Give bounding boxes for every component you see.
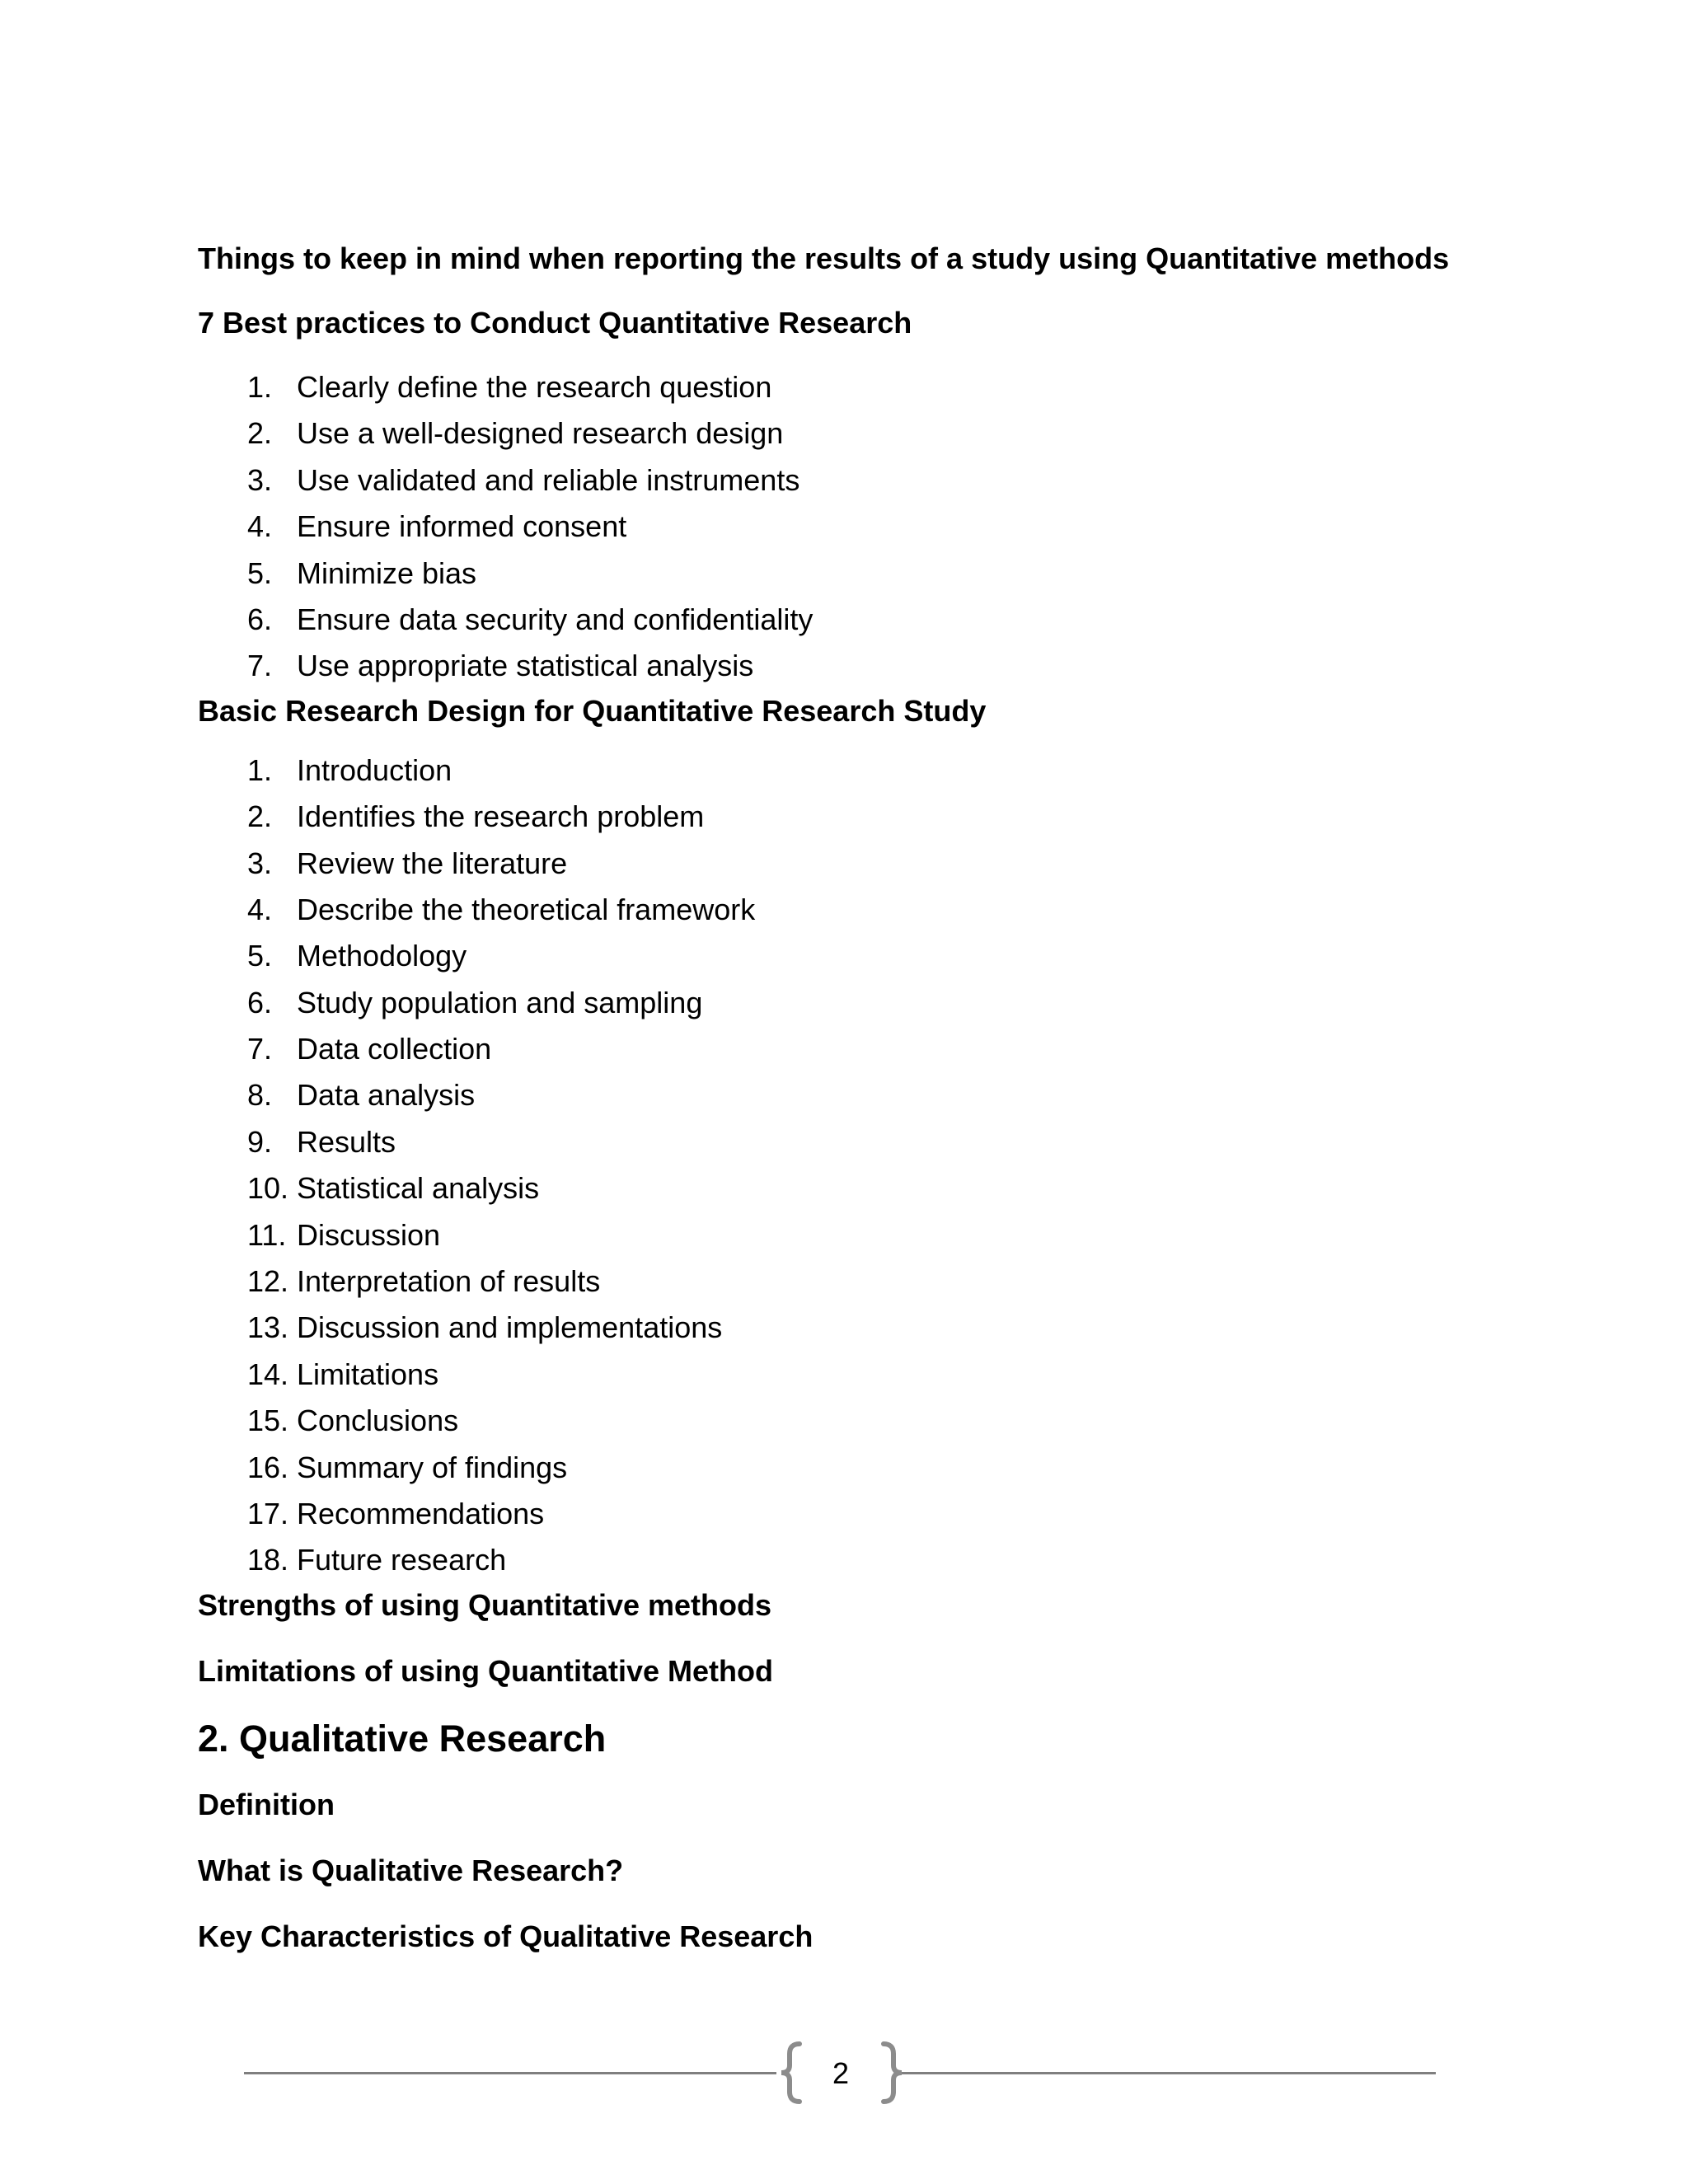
- list-number: 12.: [247, 1264, 289, 1299]
- list-number: 2.: [247, 799, 273, 834]
- list-number: 6.: [247, 985, 273, 1019]
- list-text: Ensure informed consent: [297, 509, 627, 544]
- heading-qualitative-research: 2. Qualitative Research: [198, 1717, 607, 1760]
- footer-rule-right: [898, 2072, 1436, 2074]
- list-number: 2.: [247, 416, 273, 451]
- list-number: 3.: [247, 462, 273, 497]
- list-item: [198, 1212, 1500, 1258]
- heading-best-practices: 7 Best practices to Conduct Quantitative Research: [198, 306, 912, 340]
- list-text: Future research: [297, 1543, 507, 1577]
- list-item: [198, 1445, 1500, 1491]
- list-number: 5.: [247, 555, 273, 590]
- list-number: 14.: [247, 1357, 289, 1391]
- list-text: Clearly define the research question: [297, 370, 772, 404]
- list-item: [198, 551, 1500, 597]
- list-item: [198, 1258, 1500, 1305]
- list-text: Discussion: [297, 1217, 441, 1252]
- list-text: Discussion and implementations: [297, 1310, 723, 1345]
- list-text: Introduction: [297, 752, 452, 787]
- list-item: [198, 643, 1500, 689]
- list-number: 1.: [247, 370, 273, 404]
- list-number: 6.: [247, 602, 273, 636]
- list-number: 5.: [247, 939, 273, 973]
- list-text: Conclusions: [297, 1404, 459, 1438]
- list-item: [198, 364, 1500, 410]
- list-number: 3.: [247, 846, 273, 880]
- heading-what-is-qualitative: What is Qualitative Research?: [198, 1853, 624, 1887]
- list-text: Data analysis: [297, 1078, 476, 1113]
- list-item: [198, 1072, 1500, 1118]
- heading-strengths: Strengths of using Quantitative methods: [198, 1587, 772, 1622]
- list-text: Statistical analysis: [297, 1171, 540, 1206]
- list-item: [198, 597, 1500, 643]
- list-text: Use a well-designed research design: [297, 416, 784, 451]
- heading-research-design: Basic Research Design for Quantitative Research Study: [198, 693, 987, 728]
- list-item: [198, 1119, 1500, 1165]
- list-number: 4.: [247, 509, 273, 544]
- list-text: Use appropriate statistical analysis: [297, 649, 754, 683]
- list-number: 16.: [247, 1450, 289, 1484]
- list-item: [198, 1026, 1500, 1072]
- list-item: [198, 1537, 1500, 1583]
- footer-rule-left: [244, 2072, 776, 2074]
- list-text: Review the literature: [297, 846, 568, 880]
- list-number: 11.: [247, 1217, 287, 1252]
- left-brace-icon: [775, 2036, 808, 2110]
- page-footer: [0, 2036, 1688, 2110]
- list-number: 9.: [247, 1124, 273, 1159]
- list-number: 10.: [247, 1171, 289, 1206]
- list-number: 17.: [247, 1496, 289, 1530]
- list-text: Methodology: [297, 939, 467, 973]
- list-item: [198, 887, 1500, 933]
- list-text: Study population and sampling: [297, 985, 703, 1019]
- list-item: [198, 410, 1500, 457]
- list-item: [198, 748, 1500, 794]
- heading-definition: Definition: [198, 1787, 335, 1821]
- list-item: [198, 794, 1500, 840]
- list-item: [198, 933, 1500, 979]
- list-item: [198, 1491, 1500, 1537]
- list-item: [198, 457, 1500, 504]
- right-brace-icon: [875, 2036, 908, 2110]
- list-number: 15.: [247, 1404, 289, 1438]
- list-item: [198, 1398, 1500, 1444]
- list-text: Summary of findings: [297, 1450, 568, 1484]
- list-text: Minimize bias: [297, 555, 477, 590]
- list-number: 4.: [247, 892, 273, 926]
- list-text: Describe the theoretical framework: [297, 892, 756, 926]
- list-number: 1.: [247, 752, 273, 787]
- list-item: [198, 841, 1500, 887]
- list-item: [198, 504, 1500, 550]
- list-text: Data collection: [297, 1032, 492, 1066]
- list-number: 8.: [247, 1078, 273, 1113]
- list-text: Interpretation of results: [297, 1264, 601, 1299]
- list-text: Recommendations: [297, 1496, 545, 1530]
- list-item: [198, 1305, 1500, 1351]
- heading-key-characteristics: Key Characteristics of Qualitative Research: [198, 1919, 814, 1953]
- list-item: [198, 1165, 1500, 1212]
- heading-limitations: Limitations of using Quantitative Method: [198, 1653, 773, 1688]
- list-item: [198, 1352, 1500, 1398]
- list-number: 7.: [247, 649, 273, 683]
- page-content: [198, 239, 1500, 1957]
- list-number: 18.: [247, 1543, 289, 1577]
- heading-reporting-results: Things to keep in mind when reporting the results of a study using Quantitative methods: [198, 241, 1450, 275]
- list-number: 13.: [247, 1310, 289, 1345]
- list-number: 7.: [247, 1032, 273, 1066]
- list-text: Limitations: [297, 1357, 439, 1391]
- list-text: Identifies the research problem: [297, 799, 705, 834]
- list-text: Ensure data security and confidentiality: [297, 602, 814, 636]
- best-practices-list: [198, 364, 1500, 690]
- list-item: [198, 980, 1500, 1026]
- research-design-list: [198, 748, 1500, 1584]
- list-text: Use validated and reliable instruments: [297, 462, 800, 497]
- list-text: Results: [297, 1124, 396, 1159]
- page-number: 2: [832, 2056, 850, 2090]
